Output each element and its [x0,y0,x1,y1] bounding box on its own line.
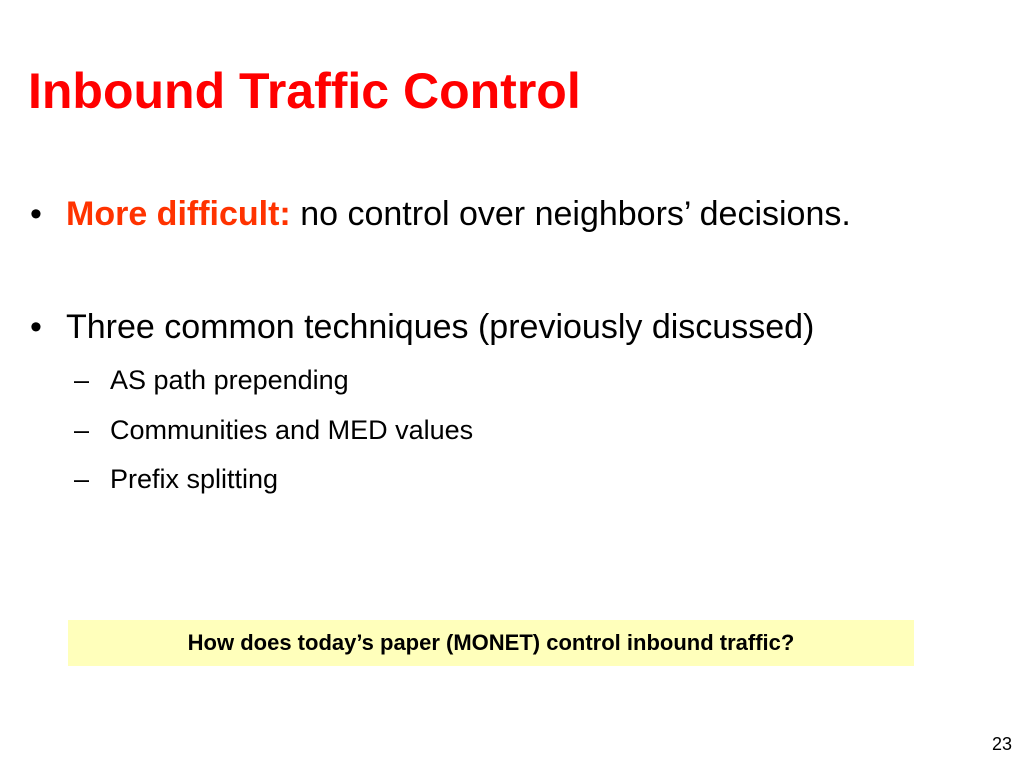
sub-bullet-marker: – [74,464,90,494]
bullet-emphasis: More difficult: [66,195,291,233]
sub-bullet-marker: – [74,365,90,395]
sub-bullet-text: Prefix splitting [110,464,279,494]
sub-bullet-item [74,463,278,495]
sub-bullet-marker: – [74,415,90,445]
sub-bullet-item [74,414,473,446]
slide-title: Inbound Traffic Control [28,63,581,119]
bullet-text: Three common techniques (previously discussed) [66,308,815,346]
sub-bullet-item [74,364,349,396]
page-number: 23 [991,734,1012,754]
sub-bullet-text: Communities and MED values [110,415,474,445]
bullet-item [30,194,851,235]
bullet-item [30,307,814,348]
bullet-text: no control over neighbors’ decisions. [300,195,851,233]
callout-text: How does today’s paper (MONET) control inbound traffic? [187,630,795,655]
bullet-marker: • [30,308,42,346]
sub-bullet-text: AS path prepending [110,365,349,395]
question-callout [68,620,914,666]
bullet-marker: • [30,195,42,233]
